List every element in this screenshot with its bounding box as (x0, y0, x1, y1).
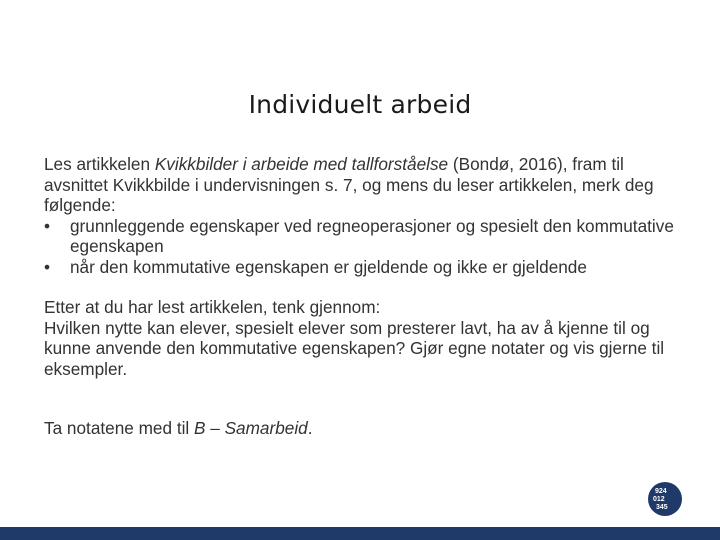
svg-text:012: 012 (653, 496, 665, 503)
bottom-accent-bar (0, 527, 720, 540)
reflection-question: Hvilken nytte kan elever, spesielt elever som presterer lavt, ha av å kjenne til og kunne anvende den kommutative egenskapen? Gjør egne notater og vis gjerne til eksempler. (44, 317, 665, 379)
slide-title: Individuelt arbeid (248, 90, 472, 119)
reading-instruction (44, 154, 684, 216)
bullet-text: grunnleggende egenskaper ved regneoperasjoner og spesielt den kommutative egenskapen (70, 215, 674, 256)
svg-text:924: 924 (655, 488, 667, 495)
reflection-lead: Etter at du har lest artikkelen, tenk gjennom: (44, 297, 381, 317)
bullet-text: når den kommutative egenskapen er gjeldende og ikke er gjeldende (70, 256, 587, 277)
closing-suffix: . (307, 418, 313, 438)
closing-instruction (44, 418, 684, 439)
collaboration-reference: B – Samarbeid (194, 418, 308, 438)
list-item (44, 216, 684, 257)
svg-text:345: 345 (656, 504, 668, 511)
closing-prefix: Ta notatene med til (44, 418, 195, 438)
bullet-icon: • (44, 256, 51, 277)
list-item (44, 257, 684, 278)
note-bullet-list (44, 216, 684, 278)
numbers-circle-logo-icon (647, 481, 683, 517)
slide-body (44, 154, 684, 439)
bullet-icon: • (44, 215, 51, 236)
intro-text: Les artikkelen (44, 154, 155, 174)
reading-scope-text: (Bondø, 2016), fram til avsnittet Kvikkbilde i undervisningen s. 7, og mens du leser artikkelen, merk deg følgende: (44, 154, 654, 215)
article-title: Kvikkbilder i arbeide med tallforståelse (154, 154, 449, 174)
